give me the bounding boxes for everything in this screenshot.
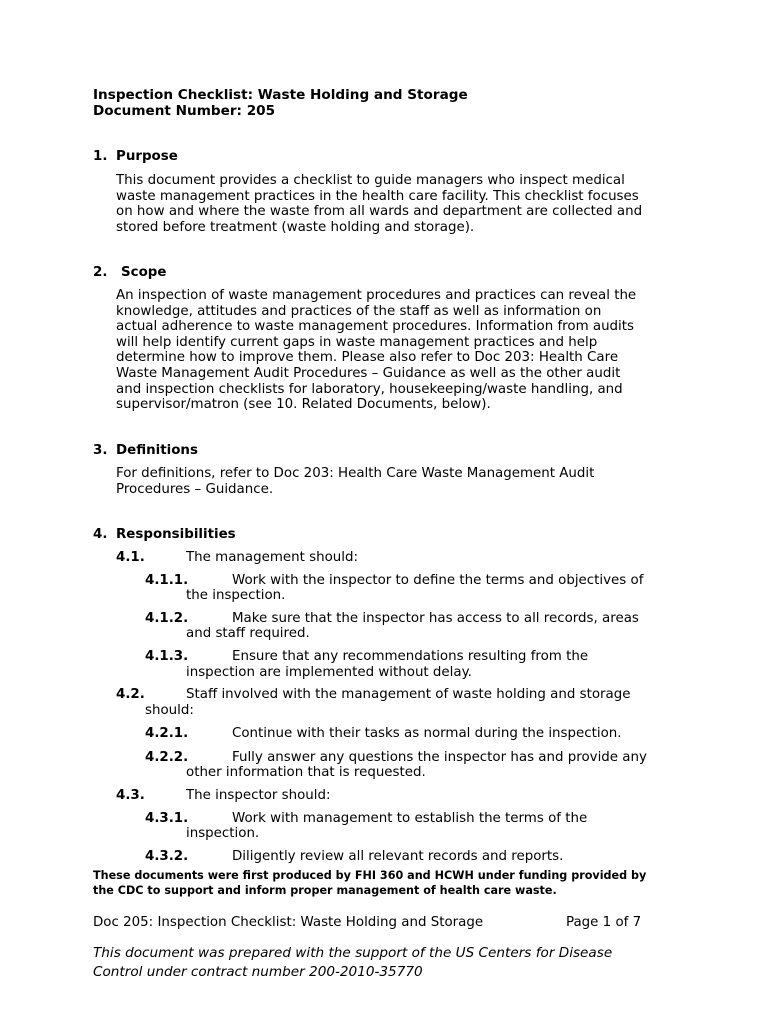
footer-doc-reference: Doc 205: Inspection Checklist: Waste Holding and Storage: [93, 915, 484, 930]
item-text-continuation: should:: [145, 703, 194, 718]
section-heading-definitions: Definitions: [116, 443, 198, 458]
paragraph-line: Procedures – Guidance.: [116, 481, 274, 497]
definitions-paragraph: [116, 466, 594, 497]
item-number: 4.2.1.: [145, 726, 189, 741]
item-text: Work with the inspector to define the terms and objectives of: [232, 573, 644, 588]
paragraph-line: An inspection of waste management procedures and practices can reveal the: [116, 288, 637, 303]
support-statement: This document was prepared with the support of the US Centers for Disease: [93, 945, 613, 961]
funding-note: These documents were first produced by FHI 360 and HCWH under funding provided by: [93, 869, 647, 882]
paragraph-line: waste management practices in the health care facility. This checklist focuses: [116, 188, 639, 204]
item-text: Ensure that any recommendations resulting from the: [232, 649, 589, 664]
item-number: 4.1.3.: [145, 649, 189, 664]
item-number: 4.2.: [116, 687, 145, 702]
item-text: Fully answer any questions the inspector has and provide any: [232, 750, 647, 765]
item-text: Continue with their tasks as normal during the inspection.: [232, 726, 622, 741]
item-text: The inspector should:: [186, 788, 331, 803]
paragraph-line: For definitions, refer to Doc 203: Health Care Waste Management Audit: [116, 466, 595, 481]
section-number-definitions: 3.: [93, 443, 108, 458]
support-statement: Control under contract number 200-2010-35770: [93, 964, 423, 980]
paragraph-line: supervisor/matron (see 10. Related Documents, below).: [116, 397, 491, 413]
item-number: 4.3.: [116, 788, 145, 803]
section-number-scope: 2.: [93, 265, 108, 280]
paragraph-line: will help identify current gaps in waste management practices and help: [116, 334, 598, 350]
paragraph-line: Waste Management Audit Procedures – Guidance as well as the other audit: [116, 365, 621, 381]
document-title: Inspection Checklist: Waste Holding and Storage: [93, 87, 468, 103]
section-number-responsibilities: 4.: [93, 527, 108, 542]
item-number: 4.2.2.: [145, 750, 189, 765]
item-number: 4.3.2.: [145, 849, 189, 864]
paragraph-line: determine how to improve them. Please also refer to Doc 203: Health Care: [116, 350, 619, 366]
scope-paragraph: [116, 288, 636, 413]
item-text-continuation: inspection are implemented without delay.: [186, 665, 472, 680]
paragraph-line: knowledge, attitudes and practices of the staff as well as information on: [116, 303, 602, 319]
item-text: Staff involved with the management of waste holding and storage: [186, 687, 631, 702]
item-number: 4.3.1.: [145, 811, 189, 826]
funding-note: the CDC to support and inform proper management of health care waste.: [93, 884, 557, 897]
page-number: Page 1 of 7: [566, 915, 642, 930]
item-text: Diligently review all relevant records and reports.: [232, 849, 564, 864]
section-heading-scope: Scope: [121, 265, 167, 280]
item-number: 4.1.2.: [145, 611, 189, 626]
paragraph-line: stored before treatment (waste holding and storage).: [116, 219, 475, 235]
section-heading-responsibilities: Responsibilities: [116, 527, 236, 542]
item-text-continuation: other information that is requested.: [186, 765, 426, 780]
item-text: Make sure that the inspector has access to all records, areas: [232, 611, 639, 626]
section-heading-purpose: Purpose: [116, 149, 178, 164]
paragraph-line: on how and where the waste from all wards and department are collected and: [116, 204, 643, 220]
item-text-continuation: inspection.: [186, 826, 260, 841]
purpose-paragraph: [116, 173, 642, 235]
paragraph-line: actual adherence to waste management procedures. Information from audits: [116, 319, 635, 335]
document-number: Document Number: 205: [93, 103, 276, 119]
section-number-purpose: 1.: [93, 149, 108, 164]
item-text: The management should:: [186, 550, 358, 565]
item-number: 4.1.1.: [145, 573, 189, 588]
item-text-continuation: and staff required.: [186, 626, 310, 641]
item-text: Work with management to establish the terms of the: [232, 811, 588, 826]
paragraph-line: This document provides a checklist to guide managers who inspect medical: [116, 173, 625, 188]
item-text-continuation: the inspection.: [186, 588, 286, 603]
paragraph-line: and inspection checklists for laboratory, housekeeping/waste handling, and: [116, 381, 623, 397]
item-number: 4.1.: [116, 550, 145, 565]
